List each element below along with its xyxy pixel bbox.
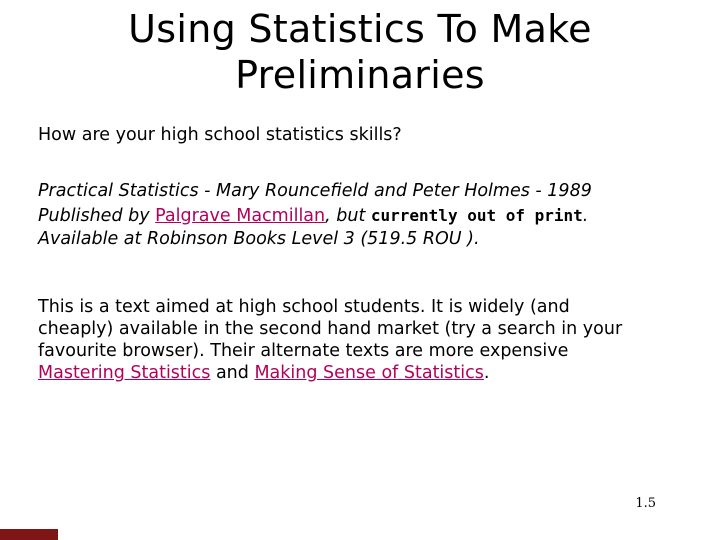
description-line-3: favourite browser). Their alternate texts are more expensive bbox=[38, 341, 569, 361]
publisher-prefix: Published by bbox=[38, 205, 156, 226]
question-text: How are your high school statistics skills? bbox=[38, 125, 402, 145]
publisher-link[interactable]: Palgrave Macmillan bbox=[155, 205, 326, 226]
publisher-suffix: . bbox=[582, 205, 589, 226]
publisher-middle: , but bbox=[325, 205, 371, 226]
book-citation bbox=[38, 180, 688, 252]
description-line-1: This is a text aimed at high school students. It is widely (and bbox=[38, 297, 570, 317]
book-publisher-line bbox=[38, 204, 688, 229]
page-number: 1.5 bbox=[635, 496, 656, 511]
slide-title bbox=[0, 6, 720, 98]
description-line-4 bbox=[38, 362, 688, 384]
description-paragraph bbox=[38, 296, 688, 384]
book-citation-title: Practical Statistics - Mary Rouncefield and Peter Holmes - 1989 bbox=[38, 181, 592, 201]
slide-title-line-2: Preliminaries bbox=[235, 53, 485, 97]
making-sense-of-statistics-link[interactable]: Making Sense of Statistics bbox=[254, 363, 484, 383]
corner-accent-bar bbox=[0, 529, 58, 540]
slide-title-line-1: Using Statistics To Make bbox=[128, 7, 592, 51]
out-of-print-note: currently out of print bbox=[370, 205, 583, 225]
book-availability: Available at Robinson Books Level 3 (519.5 ROU ). bbox=[38, 229, 480, 249]
mastering-statistics-link[interactable]: Mastering Statistics bbox=[38, 363, 211, 383]
description-connector: and bbox=[210, 363, 255, 383]
description-end: . bbox=[483, 363, 490, 383]
description-line-2: cheaply) available in the second hand market (try a search in your bbox=[38, 319, 623, 339]
